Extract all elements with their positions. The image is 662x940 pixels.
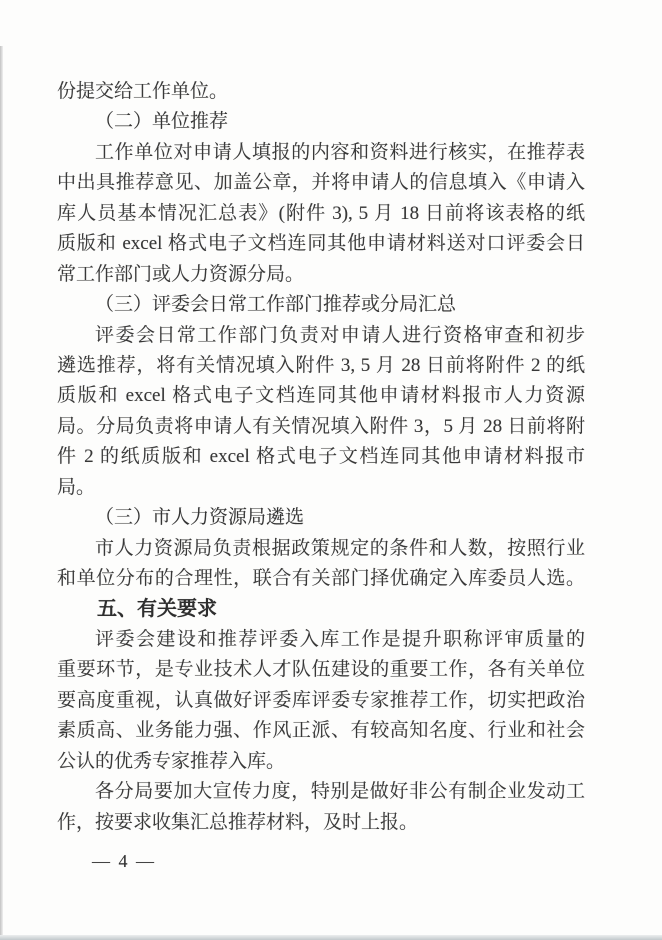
document-body: [57, 77, 585, 838]
heading-committee-summary: （三）评委会日常工作部门推荐或分局汇总: [95, 294, 457, 316]
text-line: 件 2 的纸质版和 excel 格式电子文档连同其他申请材料报市: [57, 446, 585, 468]
text-line: 市人力资源局负责根据政策规定的条件和人数，按照行业: [95, 537, 585, 559]
text-line: 和单位分布的合理性，联合有关部门择优确定入库委员人选。: [57, 568, 585, 589]
text-line: 评委会建设和推荐评委入库工作是提升职称评审质量的: [95, 628, 585, 650]
text-line: 重要环节，是专业技术人才队伍建设的重要工作，各有关单位: [57, 659, 585, 681]
text-line: 工作单位对申请人填报的内容和资料进行核实，在推荐表: [95, 141, 585, 163]
text-line: 遴选推荐，将有关情况填入附件 3, 5 月 28 日前将附件 2 的纸: [57, 354, 585, 376]
text-line: 公认的优秀专家推荐入库。: [57, 750, 286, 772]
text-line: 质版和 excel 格式电子文档连同其他申请材料送对口评委会日: [57, 233, 585, 255]
text-line: 份提交给工作单位。: [57, 81, 229, 102]
text-line: 评委会日常工作部门负责对申请人进行资格审查和初步: [95, 324, 585, 346]
page-number: — 4 —: [92, 851, 156, 871]
text-line: 局。: [57, 476, 96, 498]
text-line: 作，按要求收集汇总推荐材料，及时上报。: [57, 811, 419, 833]
text-line: 要高度重视，认真做好评委库评委专家推荐工作，切实把政治: [57, 689, 585, 711]
scan-bottom-edge-artifact: [0, 935, 662, 940]
heading-unit-recommendation: （二）单位推荐: [95, 111, 229, 133]
text-line: 库人员基本情况汇总表》(附件 3), 5 月 18 日前将该表格的纸: [57, 202, 585, 224]
text-line: 素质高、业务能力强、作风正派、有较高知名度、行业和社会: [57, 720, 585, 742]
heading-hr-bureau-selection: （三）市人力资源局遴选: [95, 507, 305, 529]
scan-left-edge-artifact: [0, 46, 3, 940]
text-line: 常工作部门或人力资源分局。: [57, 263, 305, 285]
text-line: 各分局要加大宣传力度，特别是做好非公有制企业发动工: [95, 781, 585, 803]
heading-requirements: 五、有关要求: [97, 598, 217, 621]
text-line: 局。分局负责将申请人有关情况填入附件 3，5 月 28 日前将附: [57, 415, 585, 437]
text-line: 中出具推荐意见、加盖公章，并将申请人的信息填入《申请入: [57, 172, 585, 194]
text-line: 质版和 excel 格式电子文档连同其他申请材料报市人力资源: [57, 385, 585, 407]
